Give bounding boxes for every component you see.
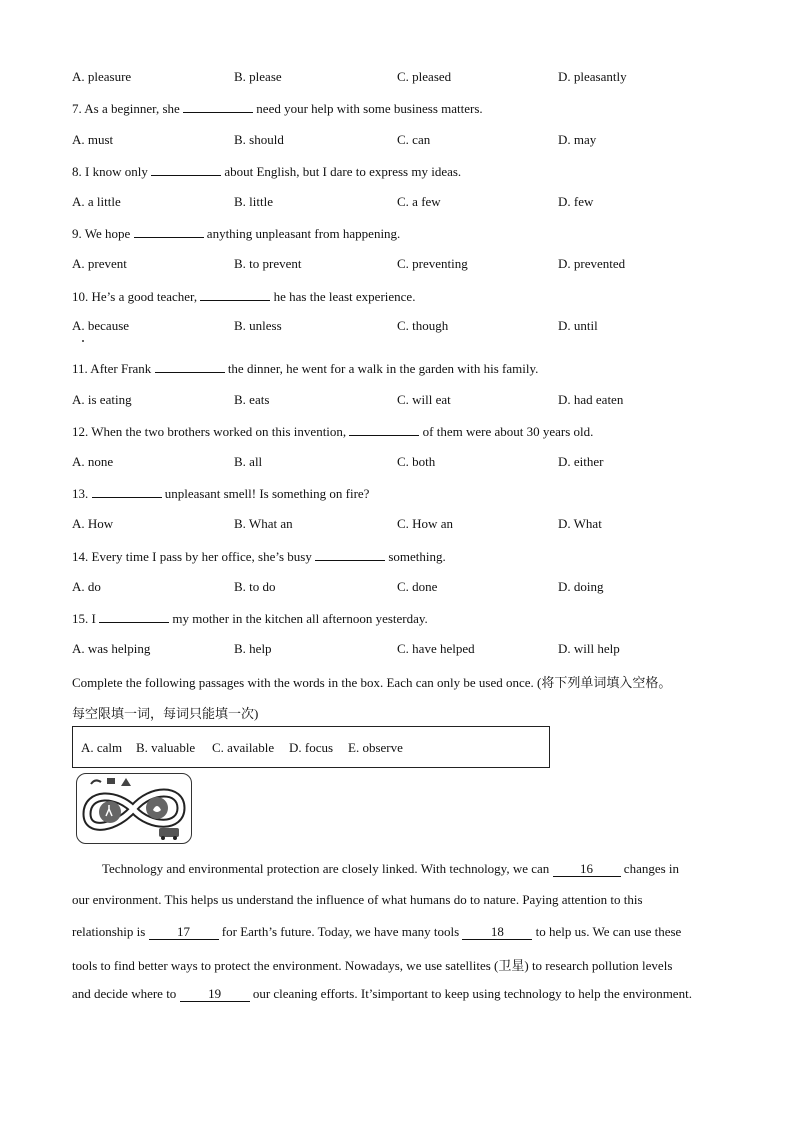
q12-option-c: C. both	[397, 454, 436, 469]
q7-option-b: B. should	[234, 132, 284, 147]
passage-line-2: our environment. This helps us understand the influence of what humans do to nature. Paying attention to this	[72, 892, 643, 907]
q7-option-a: A. must	[72, 132, 114, 147]
q11-stem-start: 11. After Frank	[72, 361, 155, 376]
q12-stem	[72, 423, 593, 440]
word-e: E. observe	[348, 740, 403, 755]
q11-option-d: D. had eaten	[558, 392, 624, 407]
q9-blank	[134, 225, 204, 238]
q14-blank	[315, 548, 385, 561]
q7-blank	[183, 100, 253, 113]
q8-stem	[72, 163, 461, 180]
q13-stem	[72, 485, 369, 502]
passage-line-3	[72, 924, 722, 940]
technology-environment-illustration	[76, 773, 192, 844]
q14-option-c: C. done	[397, 579, 438, 594]
q9-stem-end: anything unpleasant from happening.	[203, 226, 401, 241]
word-b: B. valuable	[136, 740, 196, 755]
q13-option-c: C. How an	[397, 516, 453, 531]
q14-stem	[72, 548, 446, 565]
q9-option-a: A. prevent	[72, 256, 127, 271]
q14-stem-start: 14. Every time I pass by her office, she’s busy	[72, 549, 316, 564]
q7-stem-end: need your help with some business matters.	[253, 101, 483, 116]
infinity-eco-icon	[77, 774, 191, 843]
q11-blank	[155, 360, 225, 373]
q8-option-b: B. little	[234, 194, 273, 209]
passage-line-1-end: changes in	[620, 861, 680, 876]
q12-stem-start: 12. When the two brothers worked on this invention,	[72, 424, 350, 439]
blank-19: 19	[180, 987, 250, 1002]
q10-option-b: B. unless	[234, 318, 282, 333]
q11-option-a: A. is eating	[72, 392, 132, 407]
blank-18: 18	[462, 925, 532, 940]
q9-option-b: B. to prevent	[234, 256, 302, 271]
q15-option-c: C. have helped	[397, 641, 475, 656]
q8-blank	[151, 163, 221, 176]
q9-stem	[72, 225, 400, 242]
q13-stem-start: 13.	[72, 486, 92, 501]
passage-line-3-end: to help us. We can use these	[532, 924, 682, 939]
q11-stem	[72, 360, 538, 377]
stray-dot-mark	[82, 340, 84, 342]
q10-stem-start: 10. He’s a good teacher,	[72, 289, 201, 304]
word-c: C. available	[212, 740, 275, 755]
q10-option-c: C. though	[397, 318, 449, 333]
passage-line-1	[72, 861, 722, 877]
word-a: A. calm	[81, 740, 123, 755]
q15-option-b: B. help	[234, 641, 272, 656]
q15-stem-end: my mother in the kitchen all afternoon yesterday.	[169, 611, 428, 626]
q15-blank	[99, 610, 169, 623]
q8-option-c: C. a few	[397, 194, 441, 209]
q12-option-d: D. either	[558, 454, 604, 469]
q14-option-b: B. to do	[234, 579, 276, 594]
q6-option-a: A. pleasure	[72, 69, 132, 84]
q6-option-c: C. pleased	[397, 69, 452, 84]
q8-stem-end: about English, but I dare to express my ideas.	[221, 164, 462, 179]
q12-stem-end: of them were about 30 years old.	[419, 424, 594, 439]
q7-stem-start: 7. As a beginner, she	[72, 101, 184, 116]
q14-stem-end: something.	[385, 549, 446, 564]
passage-line-5-start: and decide where to	[72, 986, 180, 1001]
q13-option-b: B. What an	[234, 516, 293, 531]
q14-option-d: D. doing	[558, 579, 604, 594]
q8-option-a: A. a little	[72, 194, 121, 209]
q10-blank	[200, 288, 270, 301]
passage-line-1-start: Technology and environmental protection are closely linked. With technology, we can	[102, 861, 553, 876]
passage-line-4: tools to find better ways to protect the environment. Nowadays, we use satellites (卫星) to research pollution levels	[72, 958, 673, 973]
q11-stem-end: the dinner, he went for a walk in the garden with his family.	[224, 361, 539, 376]
q6-option-d: D. pleasantly	[558, 69, 627, 84]
q6-option-b: B. please	[234, 69, 282, 84]
q13-option-d: D. What	[558, 516, 602, 531]
section-instruction-line2: 每空限填一词，每词只能填一次)	[72, 706, 259, 721]
q15-option-d: D. will help	[558, 641, 620, 656]
q13-blank	[92, 485, 162, 498]
q12-option-b: B. all	[234, 454, 263, 469]
passage-line-3-start: relationship is	[72, 924, 149, 939]
passage-line-5-end: our cleaning efforts. It’simportant to keep using technology to help the environment.	[249, 986, 692, 1001]
q14-option-a: A. do	[72, 579, 101, 594]
word-d: D. focus	[289, 740, 334, 755]
q9-option-c: C. preventing	[397, 256, 468, 271]
q8-option-d: D. few	[558, 194, 594, 209]
q10-option-d: D. until	[558, 318, 598, 333]
q8-stem-start: 8. I know only	[72, 164, 152, 179]
q12-option-a: A. none	[72, 454, 114, 469]
q7-option-c: C. can	[397, 132, 431, 147]
q13-stem-end: unpleasant smell! Is something on fire?	[161, 486, 370, 501]
q9-option-d: D. prevented	[558, 256, 626, 271]
q7-option-d: D. may	[558, 132, 597, 147]
q10-stem	[72, 288, 415, 305]
q15-option-a: A. was helping	[72, 641, 151, 656]
q11-option-b: B. eats	[234, 392, 270, 407]
q10-option-a: A. because	[72, 318, 130, 333]
blank-16: 16	[553, 862, 621, 877]
q9-stem-start: 9. We hope	[72, 226, 134, 241]
q7-stem	[72, 100, 483, 117]
passage-line-5	[72, 986, 722, 1002]
q15-stem	[72, 610, 428, 627]
q10-stem-end: he has the least experience.	[270, 289, 416, 304]
section-instruction-line1: Complete the following passages with the words in the box. Each can only be used once. (将下列单词填入空格。	[72, 675, 672, 690]
q12-blank	[349, 423, 419, 436]
q15-stem-start: 15. I	[72, 611, 100, 626]
blank-17: 17	[149, 925, 219, 940]
word-box	[72, 726, 550, 768]
q11-option-c: C. will eat	[397, 392, 451, 407]
passage-line-3-mid: for Earth’s future. Today, we have many tools	[218, 924, 463, 939]
q13-option-a: A. How	[72, 516, 114, 531]
